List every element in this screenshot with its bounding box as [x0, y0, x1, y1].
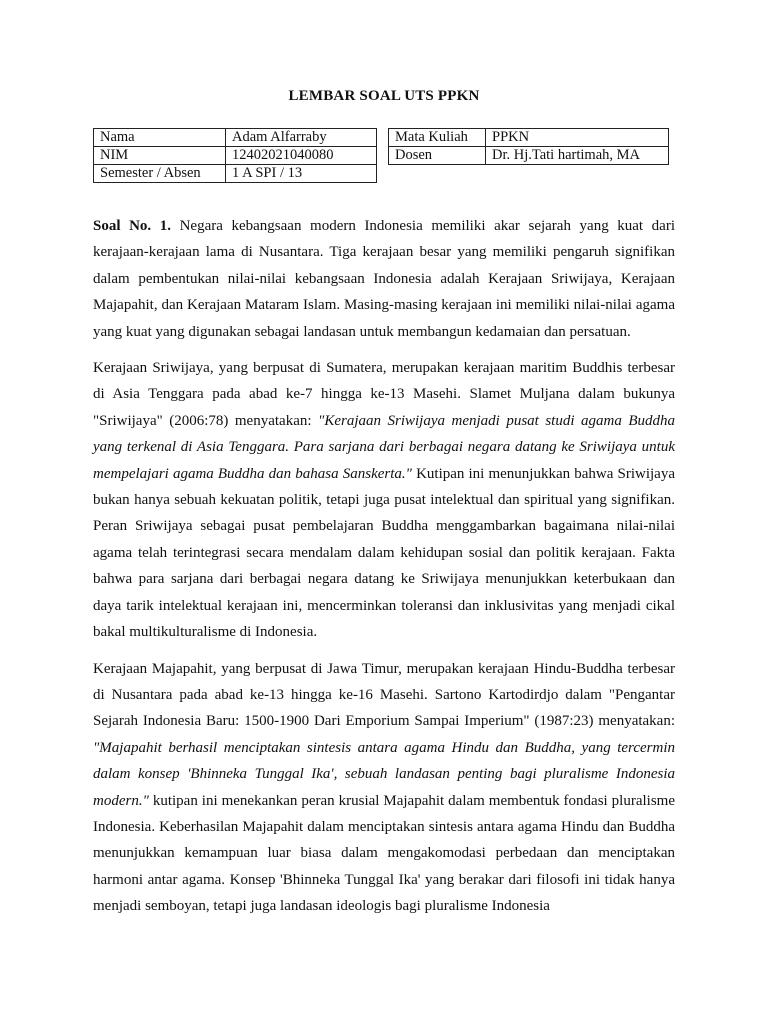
student-semester-label: Semester / Absen [94, 165, 226, 183]
sriwijaya-paragraph [93, 355, 675, 645]
table-row [389, 129, 669, 147]
majapahit-analysis: kutipan ini menekankan peran krusial Majapahit dalam membentuk fondasi pluralisme Indonesia. Keberhasilan Majapahit dalam menciptakan sintesis antara agama Hindu dan Buddha menunjukkan kemampuan luar biasa dalam mengakomodasi perbedaan dan menciptakan harmoni antar agama. Konsep 'Bhinneka Tunggal Ika' yang berakar dari filosofi ini tidak hanya menjadi semboyan, tetapi juga landasan ideologis bagi pluralisme Indonesia [93, 792, 675, 915]
majapahit-paragraph [93, 656, 675, 920]
table-row [94, 147, 377, 165]
student-nim-label: NIM [94, 147, 226, 165]
student-semester-value: 1 A SPI / 13 [226, 165, 377, 183]
student-nim-value: 12402021040080 [226, 147, 377, 165]
question-paragraph [93, 213, 675, 345]
course-info-table [388, 128, 669, 165]
document-body [93, 213, 675, 930]
table-row [94, 165, 377, 183]
page-title: LEMBAR SOAL UTS PPKN [288, 88, 480, 104]
majapahit-quote: "Majapahit berhasil menciptakan sintesis antara agama Hindu dan Buddha, yang tercermin dalam konsep 'Bhinneka Tunggal Ika', sebuah landasan penting bagi pluralisme Indonesia modern." [93, 739, 675, 809]
lecturer-value: Dr. Hj.Tati hartimah, MA [486, 147, 669, 165]
course-name-label: Mata Kuliah [389, 129, 486, 147]
table-row [94, 129, 377, 147]
sriwijaya-intro: Kerajaan Sriwijaya, yang berpusat di Sumatera, merupakan kerajaan maritim Buddhis terbesar di Asia Tenggara pada abad ke-7 hingga ke-13 Masehi. Slamet Muljana dalam bukunya "Sriwijaya" (2006:78) menyatakan: [93, 360, 675, 429]
sriwijaya-analysis: Kutipan ini menunjukkan bahwa Sriwijaya bukan hanya sebuah kekuatan politik, tetapi juga pusat intelektual dan spiritual yang signifikan. Peran Sriwijaya sebagai pusat pembelajaran Buddha menggambarkan bagaimana nilai-nilai agama telah terintegrasi secara mendalam dalam kehidupan sosial dan politik kerajaan. Fakta bahwa para sarjana dari berbagai negara datang ke Sriwijaya menunjukkan keterbukaan dan daya tarik intelektual kerajaan ini, mencerminkan toleransi dan inklusivitas yang menjadi cikal bakal multikulturalisme di Indonesia. [93, 465, 675, 641]
majapahit-intro: Kerajaan Majapahit, yang berpusat di Jawa Timur, merupakan kerajaan Hindu-Buddha terbesar di Nusantara pada abad ke-13 hingga ke-16 Masehi. Sartono Kartodirdjo dalam "Pengantar Sejarah Indonesia Baru: 1500-1900 Dari Emporium Sampai Imperium" (1987:23) menyatakan: [93, 660, 675, 730]
student-name-label: Nama [94, 129, 226, 147]
lecturer-label: Dosen [389, 147, 486, 165]
student-info-table [93, 128, 377, 183]
table-row [389, 147, 669, 165]
question-label: Soal No. 1. [93, 218, 172, 234]
course-name-value: PPKN [486, 129, 669, 147]
sriwijaya-quote: "Kerajaan Sriwijaya menjadi pusat studi agama Buddha yang terkenal di Asia Tenggara. Para sarjana dari berbagai negara datang ke Sriwijaya untuk mempelajari agama Buddha dan bahasa Sanskerta." [93, 412, 675, 482]
question-text: Negara kebangsaan modern Indonesia memiliki akar sejarah yang kuat dari kerajaan-kerajaan lama di Nusantara. Tiga kerajaan besar yang memiliki pengaruh signifikan dalam pembentukan nilai-nilai kebangsaan Indonesia adalah Kerajaan Sriwijaya, Kerajaan Majapahit, dan Kerajaan Mataram Islam. Masing-masing kerajaan ini memiliki nilai-nilai agama yang kuat yang digunakan sebagai landasan untuk membangun kedamaian dan persatuan. [93, 218, 676, 340]
student-name-value: Adam Alfarraby [226, 129, 377, 147]
